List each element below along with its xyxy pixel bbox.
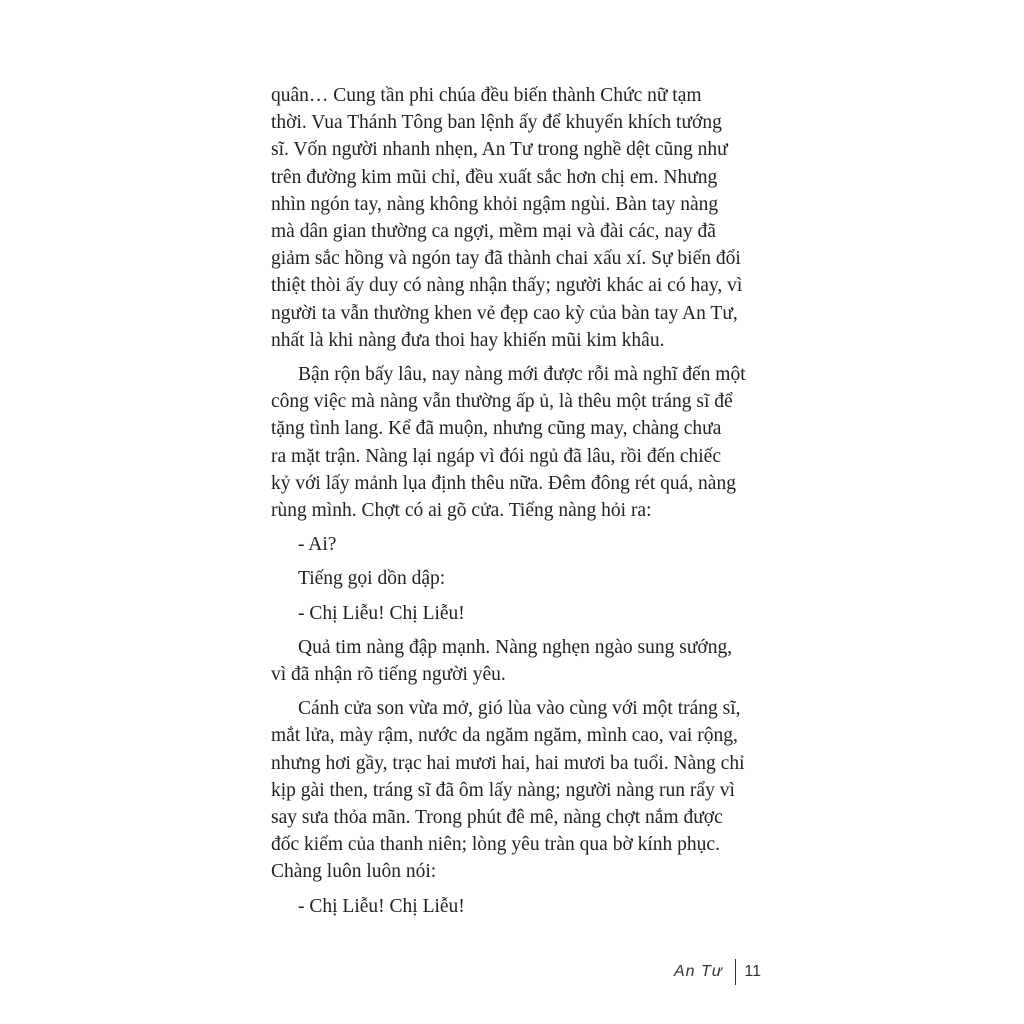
text-line: giảm sắc hồng và ngón tay đã thành chai xấu xí. Sự biến đổi [271, 248, 741, 270]
text-line: Tiếng gọi dồn dập: [298, 568, 446, 590]
paragraph [271, 531, 761, 558]
page-footer [674, 959, 761, 985]
text-line: ra mặt trận. Nàng lại ngáp vì đói ngủ đã lâu, rồi đến chiếc [271, 445, 721, 467]
text-line: - Chị Liễu! Chị Liễu! [298, 895, 465, 917]
text-line: công việc mà nàng vẫn thường ấp ủ, là thêu một tráng sĩ để [271, 391, 733, 413]
text-line: kịp gài then, tráng sĩ đã ôm lấy nàng; người nàng run rẩy vì [271, 779, 735, 801]
text-line: Quả tim nàng đập mạnh. Nàng nghẹn ngào sung sướng, [298, 636, 733, 658]
text-line: thời. Vua Thánh Tông ban lệnh ấy để khuyến khích tướng [271, 112, 722, 134]
running-title: An Tư [673, 963, 723, 980]
text-line: thiệt thòi ấy duy có nàng nhận thấy; người khác ai có hay, vì [271, 275, 743, 297]
paragraph [271, 565, 761, 592]
text-line: người ta vẫn thường khen vẻ đẹp cao kỳ của bàn tay An Tư, [271, 302, 738, 324]
text-line: mắt lửa, mày rậm, nước da ngăm ngăm, mình cao, vai rộng, [271, 725, 738, 747]
text-line: mà dân gian thường ca ngợi, mềm mại và đài các, nay đã [271, 221, 716, 243]
paragraph [271, 634, 761, 688]
text-line: say sưa thỏa mãn. Trong phút đê mê, nàng chợt nắm được [271, 807, 723, 829]
text-line: tặng tình lang. Kể đã muộn, nhưng cũng may, chàng chưa [271, 418, 722, 440]
text-line: nhưng hơi gầy, trạc hai mươi hai, hai mươi ba tuổi. Nàng chỉ [271, 752, 745, 774]
text-line: kỷ với lấy mảnh lụa định thêu nữa. Đêm đông rét quá, nàng [271, 472, 736, 494]
paragraph [271, 361, 761, 524]
text-line: đốc kiếm của thanh niên; lòng yêu tràn qua bờ kính phục. [271, 834, 720, 856]
text-line: - Ai? [298, 534, 337, 556]
paragraph [271, 82, 761, 354]
text-line: Bận rộn bấy lâu, nay nàng mới được rỗi mà nghĩ đến một [298, 364, 746, 386]
text-line: Cánh cửa son vừa mở, gió lùa vào cùng với một tráng sĩ, [298, 698, 741, 720]
paragraph [271, 893, 761, 920]
text-line: Chàng luôn luôn nói: [271, 861, 437, 883]
text-line: - Chị Liễu! Chị Liễu! [298, 602, 465, 624]
page-number: 11 [744, 963, 761, 980]
text-line: rùng mình. Chợt có ai gõ cửa. Tiếng nàng hỏi ra: [271, 500, 652, 522]
text-line: nhìn ngón tay, nàng không khỏi ngậm ngùi. Bàn tay nàng [271, 193, 719, 215]
text-line: nhất là khi nàng đưa thoi hay khiến mũi kim khâu. [271, 329, 665, 351]
body-text [271, 82, 761, 927]
text-line: quân… Cung tần phi chúa đều biến thành Chức nữ tạm [271, 85, 702, 106]
text-line: trên đường kim mũi chỉ, đều xuất sắc hơn chị em. Nhưng [271, 166, 718, 188]
paragraph [271, 695, 761, 885]
text-line: vì đã nhận rõ tiếng người yêu. [271, 664, 506, 686]
paragraph [271, 600, 761, 627]
text-line: sĩ. Vốn người nhanh nhẹn, An Tư trong nghề dệt cũng như [271, 139, 728, 161]
